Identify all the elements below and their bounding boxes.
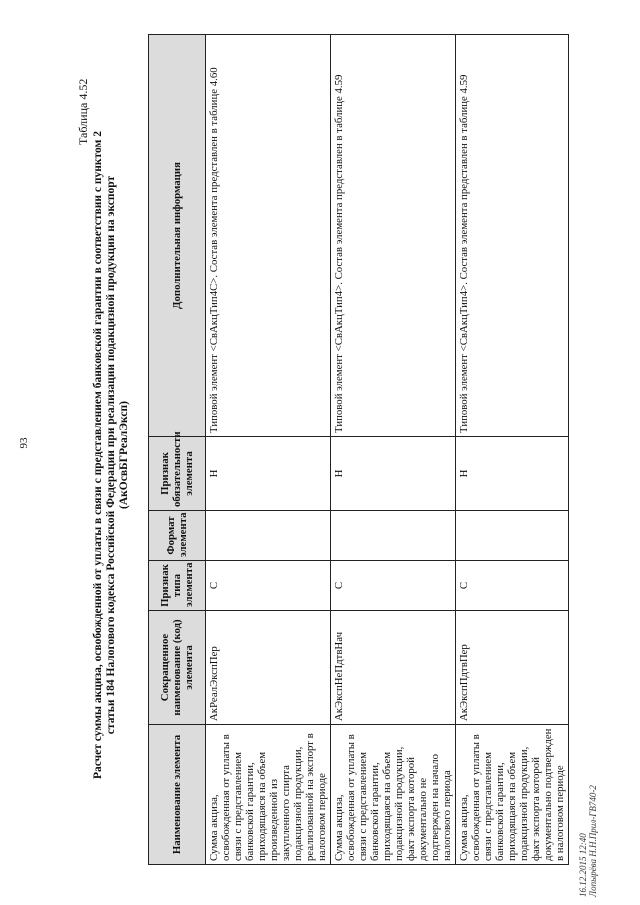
header-row <box>149 35 206 865</box>
table-title <box>92 115 131 795</box>
column-header-name: Наименование элемента <box>149 725 206 865</box>
table-row <box>456 35 569 865</box>
title-line: статьи 184 Налогового кодекса Российской Федерации при реализации подакцизной продукции на экспорт <box>105 175 117 735</box>
stamp-datetime: 16.12.2015 12:40 <box>578 833 588 897</box>
cell-element-type: С <box>206 561 331 611</box>
table-row <box>206 35 331 865</box>
stamp-author: Лопырёва Н.Н.Прил-ГВ740-2 <box>588 785 598 897</box>
cell-element-type: С <box>331 561 456 611</box>
title-line: Расчет суммы акциза, освобожденной от уплаты в связи с представлением банковской гарантии в соответствии с пунктом 2 <box>92 131 104 779</box>
column-header-code: Сокращенное наименование (код) элемента <box>149 611 206 725</box>
column-header-required: Признак обязательности элемента <box>149 437 206 511</box>
cell-element-name: Сумма акциза, освобожденная от уплаты в связи с представлением банковской гарантии, приходящаяся на объем подакцизной продукции, факт экспорта которой документально не подтвержден на начало налогового периода <box>331 725 456 865</box>
table-row <box>331 35 456 865</box>
cell-element-info: Типовой элемент <СвАкцТип4>. Состав элемента представлен в таблице 4.59 <box>331 35 456 437</box>
title-line: (АкОсвБГРеалЭксп) <box>118 401 130 509</box>
cell-element-code: АкРеалЭкспПер <box>206 611 331 725</box>
cell-element-type: С <box>456 561 569 611</box>
table-label: Таблица 4.52 <box>76 78 90 145</box>
cell-element-info: Типовой элемент <СвАкцТип4С>. Состав элемента представлен в таблице 4.60 <box>206 35 331 437</box>
cell-element-name: Сумма акциза, освобожденная от уплаты в связи с представлением банковской гарантии, приходящаяся на объем произведенной из закупленного спирта подакцизной продукции, реализованной на экспорт в налоговом периоде <box>206 725 331 865</box>
column-header-type: Признак типа элемента <box>149 561 206 611</box>
elements-table <box>148 34 569 865</box>
cell-element-required: Н <box>206 437 331 511</box>
cell-element-info: Типовой элемент <СвАкцТип4>. Состав элемента представлен в таблице 4.59 <box>456 35 569 437</box>
cell-element-required: Н <box>331 437 456 511</box>
column-header-format: Формат элемента <box>149 511 206 561</box>
cell-element-name: Сумма акциза, освобожденная от уплаты в связи с представлением банковской гарантии, приходящаяся на объем подакцизной продукции, факт экспорта которой документально подтвержден в налоговом периоде <box>456 725 569 865</box>
print-stamp <box>578 785 598 897</box>
cell-element-code: АкЭкспНеПдтвНач <box>331 611 456 725</box>
page-number: 93 <box>18 437 30 449</box>
cell-element-required: Н <box>456 437 569 511</box>
cell-element-format <box>331 511 456 561</box>
column-header-info: Дополнительная информация <box>149 35 206 437</box>
cell-element-format <box>456 511 569 561</box>
cell-element-code: АкЭкспПдтвПер <box>456 611 569 725</box>
cell-element-format <box>206 511 331 561</box>
